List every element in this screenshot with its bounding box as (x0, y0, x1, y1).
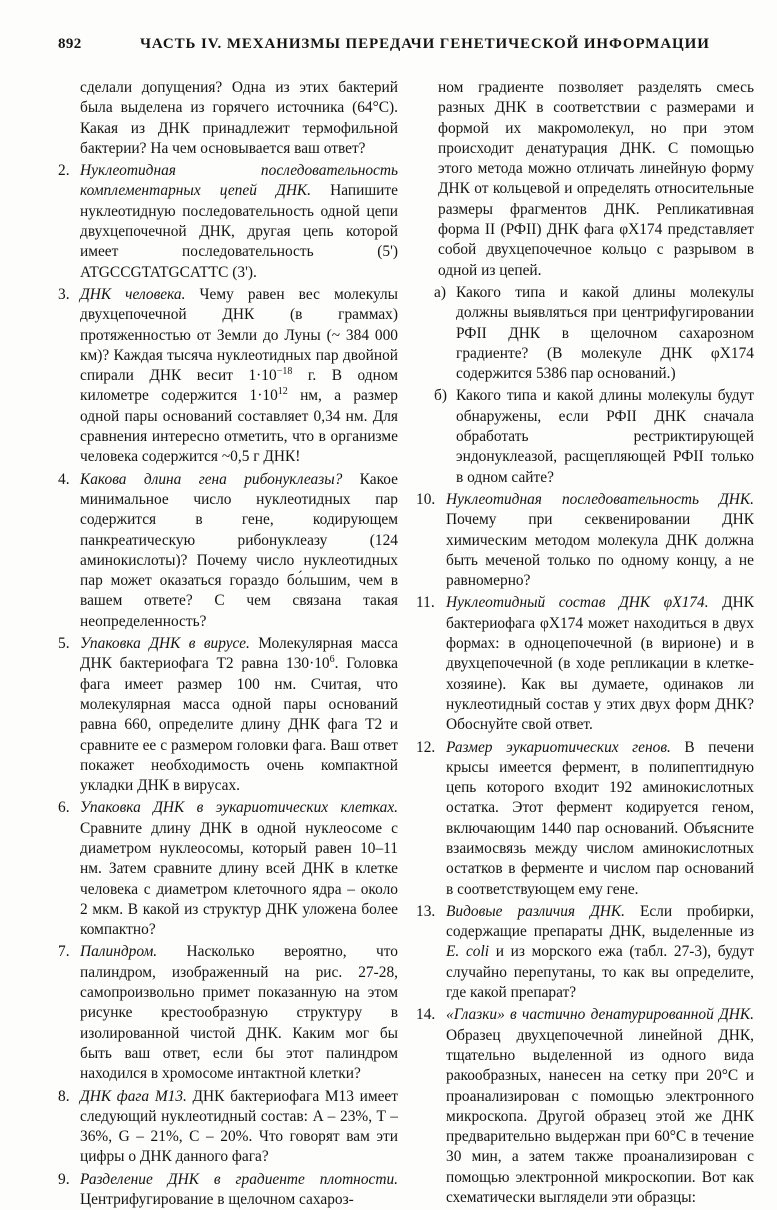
running-title: ЧАСТЬ IV. МЕХАНИЗМЫ ПЕРЕДАЧИ ГЕНЕТИЧЕСКОЙ ИНФОРМАЦИИ (140, 36, 710, 52)
question-body (80, 798, 398, 940)
question-14 (416, 1005, 754, 1208)
question-title: Нуклеотидная последовательность комплементарных цепей ДНК. (80, 162, 398, 200)
question-body (80, 1170, 398, 1210)
sub-question-text: Какого типа и какой длины молекулы будут обнаружены, если РФII ДНК сначала обработать рестриктирующей эндонуклеазой, расщепляющей РФII только в одном сайте? (456, 387, 754, 486)
question-text: Чему равен вес молекулы двухцепочечной ДНК (в граммах) протяженностью от Земли до Луны (~ 384 000 км)? Каждая тысяча нуклеотидных пар двойной спирали ДНК весит 1·10 (80, 285, 398, 385)
question-text: нм, а размер одной пары оснований составляет 0,34 нм. Для сравнения интересно отметить, что в организме человека содержится ~0,5 г ДНК! (80, 387, 398, 466)
question-2 (58, 161, 398, 283)
question-text: Центрифугирование в щелочном сахароз- (80, 1191, 354, 1209)
question-3 (58, 285, 398, 468)
question-text: Почему при секвенировании ДНК химическим методом молекула ДНК должна быть меченой только по одному концу, а не равномерно? (446, 511, 754, 590)
question-6 (58, 798, 398, 940)
species-name: E. coli (446, 943, 490, 961)
question-body (446, 1005, 754, 1208)
question-body (446, 490, 754, 591)
question-text: Образец двухцепочечной линейной ДНК, тщательно выделенной из одного вида ракообразных, нанесен на сетку при 20°С и проанализирован с помощью электронного микроскопа. Другой образец этой же ДНК предварительно выдержан при 60°С в течение 30 мин, а затем также проанализирован с помощью электронной микроскопии. Вот как схематически выглядели эти образцы: (446, 1026, 754, 1207)
question-title: «Глазки» в частично денатурированной ДНК. (446, 1006, 754, 1024)
question-text: Какое минимальное число нуклеотидных пар содержится в гене, кодирующем панкреатическую рибонуклеазу (124 аминокислоты)? Почему число нуклеотидных пар может оказаться гораздо бо́льшим, чем в вашем ответе? С чем связана такая неопределенность? (80, 470, 398, 630)
question-text: Если пробирки, содержащие препараты ДНК, выделенные из (446, 902, 754, 941)
question-body (80, 634, 398, 796)
question-number: 4. (58, 470, 70, 488)
exponent: 12 (277, 386, 288, 398)
question-text: Молекулярная масса ДНК бактериофага Т2 равна 130·10 (80, 635, 398, 673)
question-title: Какова длина гена рибонуклеазы? (80, 470, 343, 488)
exponent: 6 (329, 654, 335, 666)
question-title: Разделение ДНК в градиенте плотности. (80, 1170, 398, 1188)
right-column (416, 78, 754, 1207)
question-9 (58, 1170, 398, 1210)
question-body (80, 1087, 398, 1168)
question-text: . Головка фага имеет размер 100 нм. Считая, что молекулярная масса одной пары оснований равна 660, определите длину ДНК фага Т2 и сравните ее с размером головки фага. Ваш ответ покажет необходимость очень компактной укладки ДНК в вирусах. (80, 655, 398, 795)
continuation-paragraph: ном градиенте позволяет разделять смесь разных ДНК в соответствии с размерами и формой их макромолекул, но при этом происходит денатурация ДНК. С помощью этого метода можно отличать линейную форму ДНК от кольцевой и определять относительные размеры фрагментов ДНК. Репликативная форма II (РФII) ДНК фага φX174 представляет собой двухцепочечное кольцо с разрывом в одной из цепей. (438, 79, 754, 279)
sub-question-text: Какого типа и какой длины молекулы должны выявляться при центрифугировании РФII ДНК в щелочном сахарозном градиенте? (В молекуле ДНК φX174 содержится 5386 пар оснований.) (456, 283, 754, 383)
question-number: 14. (416, 1006, 436, 1024)
question-title: ДНК фага М13. (80, 1087, 187, 1105)
exponent: −18 (276, 366, 293, 378)
question-number: 10. (416, 490, 436, 508)
sub-question-b (434, 386, 754, 487)
left-column (58, 78, 398, 1209)
question-text: В печени крысы имеется фермент, в полипептидную цепь которого входит 192 аминокислотных остатка. Этот фермент кодируется геном, включающим 1440 пар оснований. Объясните взаимосвязь между числом аминокислотных остатков в ферменте и числом пар оснований в соответствующем ему гене. (446, 738, 754, 898)
question-13 (416, 902, 754, 1003)
question-title: Нуклеотидный состав ДНК φX174. (446, 594, 709, 612)
continuation-paragraph: сделали допущения? Одна из этих бактерий была выделена из горячего источника (64°С). Какая из ДНК принадлежит термофильной бактерии? На чем основывается ваш ответ? (80, 79, 398, 157)
question-title: Видовые различия ДНК. (446, 902, 625, 920)
page-number: 892 (58, 36, 82, 52)
question-text: и из морского ежа (табл. 27-3), будут случайно перепутаны, то как вы определите, где какой препарат? (446, 943, 754, 1002)
question-body (80, 470, 398, 632)
question-number: 5. (58, 635, 70, 653)
question-title: Размер эукариотических генов. (446, 738, 671, 756)
question-11 (416, 593, 754, 735)
question-8 (58, 1087, 398, 1168)
sub-question-letter: б) (434, 387, 447, 405)
sub-question-a (434, 283, 754, 384)
question-number: 7. (58, 943, 70, 961)
question-5 (58, 634, 398, 796)
question-title: Палиндром. (80, 943, 158, 961)
question-number: 6. (58, 799, 70, 817)
page-header (58, 36, 748, 53)
question-text: Насколько вероятно, что палиндром, изображенный на рис. 27-28, самопроизвольно примет показанную на этом рисунке крестообразную структуру в изолированной чистой ДНК. Каким мог бы быть ваш ответ, если бы этот палиндром находился в хромосоме интактной клетки? (80, 943, 398, 1083)
question-body (446, 902, 754, 1003)
question-number: 13. (416, 902, 436, 920)
question-number: 12. (416, 738, 436, 756)
question-number: 8. (58, 1087, 70, 1105)
question-body (446, 738, 754, 900)
question-text: Сравните длину ДНК в одной нуклеосоме с диаметром нуклеосомы, который равен 10–11 нм. Затем сравните длину всей ДНК в клетке человека с диаметром клеточного ядра – около 2 мкм. В какой из структур ДНК уложена более компактно? (80, 819, 398, 939)
question-body (446, 593, 754, 735)
question-title: Упаковка ДНК в эукариотических клетках. (80, 799, 398, 817)
question-4 (58, 470, 398, 632)
question-title: ДНК человека. (80, 285, 186, 303)
question-number: 9. (58, 1170, 70, 1188)
question-text: Напишите нуклеотидную последовательность одной цепи двухцепочечной ДНК, другая цепь которой имеет последовательность (5') ATGCCGTATGCATTC (3'). (80, 182, 398, 281)
sub-question-letter: а) (434, 283, 446, 301)
question-number: 3. (58, 285, 70, 303)
question-body (80, 161, 398, 283)
question-body (80, 285, 398, 468)
question-text: ДНК бактериофага М13 имеет следующий нуклеотидный состав: A – 23%, T – 36%, G – 21%, C – 20%. Что говорят вам эти цифры о ДНК данного фага? (80, 1087, 398, 1166)
question-text: ДНК бактериофага φX174 может находиться в двух формах: в одноцепочечной (в вирионе) и в двухцепочечной (в ходе репликации в клетке-хозяине). Как вы думаете, одинаков ли нуклеотидный состав у этих двух форм ДНК? Обоснуйте свой ответ. (446, 594, 754, 734)
question-12 (416, 738, 754, 900)
question-10 (416, 490, 754, 591)
question-title: Упаковка ДНК в вирусе. (80, 635, 250, 653)
question-number: 11. (416, 594, 435, 612)
question-body (80, 942, 398, 1084)
question-7 (58, 942, 398, 1084)
question-title: Нуклеотидная последовательность ДНК. (446, 490, 754, 508)
question-number: 2. (58, 162, 70, 180)
question-text: г. В одном километре содержится 1·10 (80, 367, 398, 405)
